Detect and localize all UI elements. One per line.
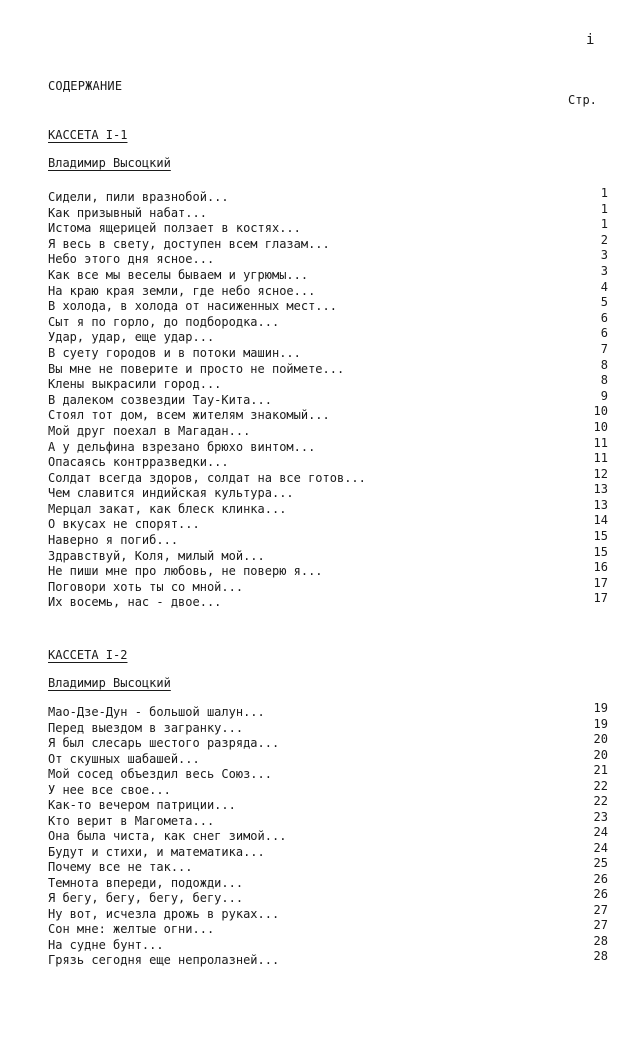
toc-entry xyxy=(48,341,608,362)
toc-entry xyxy=(48,794,608,814)
entry-title: Она была чиста, как снег зимой... xyxy=(48,829,287,843)
entry-title: На судне бунт... xyxy=(48,937,164,952)
toc-entry xyxy=(48,186,608,206)
toc-entry xyxy=(48,871,608,892)
entry-page-number: 2 xyxy=(600,232,608,247)
entry-page-number: 28 xyxy=(593,933,608,948)
toc-title: СОДЕРЖАНИЕ xyxy=(48,79,123,93)
cassette-section xyxy=(48,128,608,611)
toc-entry xyxy=(48,201,608,222)
toc-entry xyxy=(48,326,608,346)
entry-page-number: 1 xyxy=(600,201,608,216)
toc-entry xyxy=(48,404,608,424)
page-number: i xyxy=(586,32,595,48)
toc-entry xyxy=(48,310,608,331)
entry-page-number: 22 xyxy=(593,778,608,793)
entry-title: Как-то вечером патриции... xyxy=(48,798,236,812)
entry-page-number: 6 xyxy=(600,326,608,341)
entry-title: Опасаясь контрразведки... xyxy=(48,455,229,470)
entry-title: Клены выкрасили город... xyxy=(48,377,222,392)
entry-title: Кто верит в Магомета... xyxy=(48,813,215,828)
entry-page-number: 12 xyxy=(593,466,608,481)
toc-entry xyxy=(48,419,608,440)
entry-page-number: 6 xyxy=(600,310,608,325)
toc-entry xyxy=(48,248,608,268)
entry-page-number: 20 xyxy=(593,747,608,762)
entry-title: Сон мне: желтые огни... xyxy=(48,922,215,936)
entry-page-number: 20 xyxy=(593,732,608,746)
toc-entry xyxy=(48,716,608,737)
entry-title: Мой друг поехал в Магадан... xyxy=(48,423,251,438)
entry-title: Наверно я погиб... xyxy=(48,533,179,548)
entry-title: Мао-Дзе-Дун - большой шалун... xyxy=(48,705,265,719)
entry-title: Как призывный набат... xyxy=(48,205,207,220)
entry-page-number: 25 xyxy=(593,856,608,870)
toc-entry xyxy=(48,295,608,315)
entry-title: Перед выездом в загранку... xyxy=(48,720,244,735)
toc-entry xyxy=(48,763,608,783)
toc-entry xyxy=(48,482,608,502)
entry-page-number: 19 xyxy=(593,716,608,731)
entry-page-number: 10 xyxy=(593,419,608,434)
entry-title: Чем славится индийская культура... xyxy=(48,486,294,501)
entry-page-number: 13 xyxy=(593,482,608,497)
entry-page-number: 4 xyxy=(600,279,608,294)
entry-page-number: 19 xyxy=(593,701,608,715)
toc-entry xyxy=(48,388,608,409)
entry-page-number: 24 xyxy=(593,825,608,839)
toc-entry xyxy=(48,887,608,907)
toc-entry xyxy=(48,466,608,487)
entry-page-number: 27 xyxy=(593,918,608,932)
entry-page-number: 28 xyxy=(593,949,608,963)
entry-title: Истома ящерицей ползает в костях... xyxy=(48,221,301,236)
entry-title: Будут и стихи, и математика... xyxy=(48,844,265,859)
entry-page-number: 8 xyxy=(600,373,608,388)
toc-entry xyxy=(48,544,608,565)
entry-title: Не пиши мне про любовь, не поверю я... xyxy=(48,564,323,579)
entry-title: Стоял тот дом, всем жителям знакомый... xyxy=(48,408,330,423)
toc-entry xyxy=(48,701,608,721)
toc-entry xyxy=(48,373,608,393)
entry-title: От скушных шабашей... xyxy=(48,751,200,766)
entry-page-number: 3 xyxy=(600,263,608,278)
entry-page-number: 24 xyxy=(593,840,608,855)
entry-page-number: 14 xyxy=(593,513,608,528)
entry-title: Вы мне не поверите и просто не поймете... xyxy=(48,361,345,376)
entry-page-number: 7 xyxy=(600,341,608,356)
entry-title: Солдат всегда здоров, солдат на все готов... xyxy=(48,470,366,485)
entry-title: Мерцал закат, как блеск клинка... xyxy=(48,501,287,516)
entry-page-number: 21 xyxy=(593,763,608,777)
entry-title: Я был слесарь шестого разряда... xyxy=(48,736,280,750)
entry-title: В суету городов и в потоки машин... xyxy=(48,345,301,360)
entry-title: Удар, удар, еще удар... xyxy=(48,330,215,345)
cassette-section xyxy=(48,648,608,969)
entry-page-number: 16 xyxy=(593,560,608,575)
toc-entry xyxy=(48,575,608,596)
toc-entry xyxy=(48,856,608,876)
entry-title: Сидели, пили вразнобой... xyxy=(48,190,229,204)
entry-list xyxy=(48,701,608,969)
toc-entry xyxy=(48,918,608,938)
entry-page-number: 26 xyxy=(593,887,608,901)
entry-title: На краю края земли, где небо ясное... xyxy=(48,283,316,298)
entry-list xyxy=(48,186,608,611)
entry-title: Как все мы веселы бываем и угрюмы... xyxy=(48,267,309,282)
entry-page-number: 9 xyxy=(600,388,608,403)
entry-title: Я весь в свету, доступен всем глазам... xyxy=(48,236,330,251)
cassette-heading: КАССЕТА I-1 xyxy=(48,128,128,142)
toc-entry xyxy=(48,840,608,861)
entry-title: Сыт я по горло, до подбородка... xyxy=(48,314,280,329)
toc-entry xyxy=(48,560,608,580)
entry-page-number: 26 xyxy=(593,871,608,886)
entry-page-number: 11 xyxy=(593,435,608,450)
entry-title: Небо этого дня ясное... xyxy=(48,252,215,267)
entry-title: Их восемь, нас - двое... xyxy=(48,595,222,610)
cassette-heading: КАССЕТА I-2 xyxy=(48,648,128,662)
entry-page-number: 17 xyxy=(593,591,608,606)
toc-entry xyxy=(48,778,608,799)
entry-page-number: 15 xyxy=(593,544,608,559)
entry-title: О вкусах не спорят... xyxy=(48,517,200,532)
entry-page-number: 8 xyxy=(600,357,608,372)
toc-entry xyxy=(48,732,608,752)
entry-title: Мой сосед объездил весь Союз... xyxy=(48,767,272,781)
toc-entry xyxy=(48,825,608,845)
entry-title: Грязь сегодня еще непролазней... xyxy=(48,953,280,967)
toc-entry xyxy=(48,435,608,456)
entry-page-number: 5 xyxy=(600,295,608,310)
toc-entry xyxy=(48,902,608,923)
toc-entry xyxy=(48,263,608,284)
performer-name: Владимир Высоцкий xyxy=(48,156,171,170)
toc-entry xyxy=(48,809,608,830)
toc-entry xyxy=(48,357,608,378)
toc-entry xyxy=(48,451,608,471)
entry-title: В далеком созвездии Тау-Кита... xyxy=(48,392,272,407)
entry-title: Здравствуй, Коля, милый мой... xyxy=(48,548,265,563)
entry-page-number: 23 xyxy=(593,809,608,824)
entry-page-number: 22 xyxy=(593,794,608,808)
entry-title: Темнота впереди, подожди... xyxy=(48,875,244,890)
entry-page-number: 15 xyxy=(593,529,608,544)
entry-title: Поговори хоть ты со мной... xyxy=(48,579,244,594)
entry-page-number: 3 xyxy=(600,248,608,263)
entry-title: А у дельфина взрезано брюхо винтом... xyxy=(48,439,316,454)
toc-entry xyxy=(48,747,608,768)
entry-page-number: 11 xyxy=(593,451,608,466)
entry-title: Почему все не так... xyxy=(48,860,193,874)
entry-page-number: 10 xyxy=(593,404,608,419)
entry-page-number: 13 xyxy=(593,497,608,512)
toc-entry xyxy=(48,217,608,237)
entry-page-number: 1 xyxy=(600,186,608,200)
toc-entry xyxy=(48,513,608,533)
entry-page-number: 1 xyxy=(600,217,608,232)
toc-entry xyxy=(48,497,608,518)
entry-title: Ну вот, исчезла дрожь в руках... xyxy=(48,906,280,921)
toc-entry xyxy=(48,232,608,253)
entry-title: В холода, в холода от насиженных мест... xyxy=(48,299,337,314)
toc-entry xyxy=(48,949,608,969)
page-column-header: Стр. xyxy=(568,93,597,107)
toc-entry xyxy=(48,279,608,300)
performer-name: Владимир Высоцкий xyxy=(48,676,171,690)
toc-entry xyxy=(48,591,608,611)
entry-title: У нее все свое... xyxy=(48,782,171,797)
entry-title: Я бегу, бегу, бегу, бегу... xyxy=(48,891,244,905)
toc-entry xyxy=(48,933,608,954)
entry-page-number: 27 xyxy=(593,902,608,917)
toc-entry xyxy=(48,529,608,549)
entry-page-number: 17 xyxy=(593,575,608,590)
